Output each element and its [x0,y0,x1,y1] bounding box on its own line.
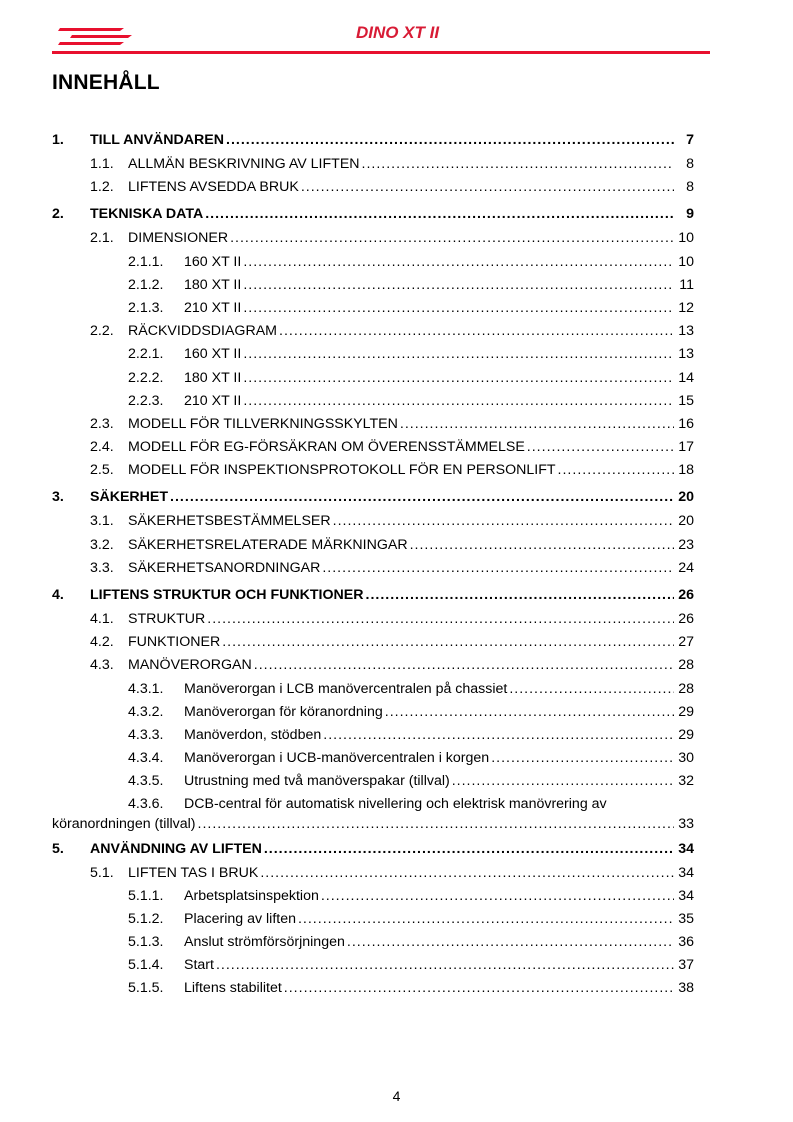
toc-entry-title: SÄKERHETSRELATERADE MÄRKNINGAR [128,536,408,553]
toc-entry-number: 5.1. [90,864,114,881]
toc-entry-title: Arbetsplatsinspektion [184,887,319,904]
toc-entry[interactable] [52,510,694,533]
toc-entry-page: 28 [678,680,694,697]
toc-entry-page: 18 [678,462,694,479]
toc-entry-number: 5.1.5. [128,980,164,997]
toc-entry-page: 20 [678,489,694,506]
toc-entry[interactable] [52,724,694,747]
toc-entry-number: 2.2.3. [128,392,164,409]
toc-dot-leader [279,320,674,343]
toc-entry-title: ALLMÄN BESKRIVNING AV LIFTEN [128,156,360,172]
toc-entry[interactable] [52,557,694,580]
toc-entry-number: 4. [52,587,64,603]
toc-entry[interactable] [52,654,694,677]
toc-entry-title: LIFTEN TAS I BRUK [128,864,259,881]
toc-entry-page: 26 [678,587,694,603]
toc-entry-title: MODELL FÖR INSPEKTIONSPROTOKOLL FÖR EN PERSONLIFT [128,462,556,479]
toc-dot-leader [509,678,674,701]
toc-entry[interactable] [52,954,694,977]
toc-dot-leader [491,747,674,770]
toc-entry[interactable] [52,201,694,227]
toc-entry-number: 2.2.1. [128,346,164,363]
toc-dot-leader [226,127,674,153]
toc-entry-number: 3.3. [90,559,114,576]
toc-entry-title: Manöverorgan i LCB manövercentralen på chassiet [184,680,508,697]
toc-entry-title: MODELL FÖR EG-FÖRSÄKRAN OM ÖVERENSSTÄMMELSE [128,439,525,456]
toc-entry[interactable] [52,534,694,557]
toc-dot-leader [321,885,674,908]
toc-entry-number: 1.2. [90,179,114,196]
toc-dot-leader [323,724,674,747]
toc-entry-page: 35 [678,910,694,927]
toc-entry[interactable] [52,176,694,199]
toc-entry-page: 30 [678,750,694,767]
toc-entry-page: 14 [678,369,694,386]
toc-entry-number: 2.3. [90,415,114,432]
toc-entry-title: MANÖVERORGAN [128,657,252,674]
toc-entry-number: 5.1.2. [128,910,164,927]
toc-entry-page: 34 [678,840,694,857]
toc-entry-page: 38 [678,980,694,997]
page-number: 4 [392,1088,401,1104]
toc-entry[interactable] [52,390,694,413]
toc-entry-page: 36 [678,934,694,951]
toc-entry-number: 4.3.6. [128,795,164,812]
toc-entry-title: LIFTENS STRUKTUR OCH FUNKTIONER [90,587,364,603]
toc-entry-page: 13 [678,346,694,363]
toc-dot-leader [207,608,674,631]
toc-entry-page: 28 [678,657,694,674]
toc-entry-number: 2.1.1. [128,253,164,270]
toc-entry-number: 5.1.1. [128,887,164,904]
toc-entry-number: 4.3. [90,657,114,674]
toc-entry[interactable] [52,908,694,931]
toc-entry-number: 2.1.3. [128,299,164,316]
toc-dot-leader [243,343,674,366]
toc-entry-page: 12 [678,299,694,316]
toc-entry-number: 2.4. [90,439,114,456]
header-rule [52,51,710,54]
toc-dot-leader [243,297,674,320]
toc-entry-page: 29 [678,703,694,720]
toc-entry[interactable] [52,274,694,297]
toc-entry-page: 10 [678,253,694,270]
toc-dot-leader [243,390,674,413]
toc-entry[interactable] [52,582,694,608]
toc-entry-page: 33 [678,815,694,832]
toc-entry[interactable] [52,836,694,862]
toc-entry-number: 3.1. [90,513,114,530]
toc-entry-page: 23 [678,536,694,553]
toc-dot-leader [333,510,674,533]
toc-entry-title: TILL ANVÄNDAREN [90,132,224,148]
toc-entry[interactable] [52,862,694,885]
toc-entry-number: 2.2. [90,323,114,340]
toc-entry-title: 160 XT II [184,253,242,270]
toc-dot-leader [284,977,674,1000]
toc-entry-title: 180 XT II [184,276,242,293]
toc-dot-leader [254,654,674,677]
toc-entry-title: DCB-central för automatisk nivellering och elektrisk manövrering av [184,795,607,812]
toc-dot-leader [527,436,674,459]
document-header-title: DINO XT II [355,23,440,42]
toc-entry-number: 5. [52,840,64,857]
triple-stripe-logo-icon [52,22,142,48]
toc-entry-number: 4.3.5. [128,773,164,790]
toc-dot-leader [243,251,674,274]
toc-entry-number: 2.2.2. [128,369,164,386]
toc-dot-leader [205,201,674,227]
toc-entry-number: 4.3.3. [128,726,164,743]
toc-dot-leader [347,931,674,954]
toc-entry-title: Anslut strömförsörjningen [184,934,345,951]
toc-entry-number: 3.2. [90,536,114,553]
toc-entry[interactable] [52,885,694,908]
toc-entry-title: 210 XT II [184,299,242,316]
toc-entry-title: SÄKERHETSBESTÄMMELSER [128,513,331,530]
toc-entry-number: 4.3.1. [128,680,164,697]
toc-entry-number: 1.1. [90,156,114,172]
toc-dot-leader [298,908,674,931]
toc-entry[interactable] [52,320,694,343]
toc-dot-leader [230,227,674,250]
toc-entry-title: SÄKERHETSANORDNINGAR [128,559,321,576]
toc-entry[interactable] [52,367,694,390]
toc-entry-page: 8 [686,156,694,172]
toc-entry-title: 160 XT II [184,346,242,363]
toc-entry-title: ANVÄNDNING AV LIFTEN [90,840,262,857]
toc-heading: INNEHÅLL [52,71,160,94]
toc-entry-page: 15 [678,392,694,409]
toc-entry[interactable] [52,251,694,274]
toc-dot-leader [243,367,674,390]
toc-entry-page: 20 [678,513,694,530]
toc-dot-leader [400,413,674,436]
toc-entry-title: 210 XT II [184,392,242,409]
toc-entry[interactable] [52,701,694,724]
toc-entry[interactable] [52,770,694,793]
toc-entry-page: 29 [678,726,694,743]
toc-entry-page: 7 [686,132,694,148]
toc-entry-title: DIMENSIONER [128,230,229,247]
toc-entry-title: Manöverorgan för köranordning [184,703,383,720]
toc-entry[interactable] [52,931,694,954]
toc-entry-title: Placering av liften [184,910,296,927]
toc-dot-leader [385,701,674,724]
toc-entry[interactable] [52,459,694,482]
toc-entry[interactable] [52,413,694,436]
toc-entry[interactable] [52,631,694,654]
toc-entry-number: 3. [52,489,64,506]
toc-entry-title: LIFTENS AVSEDDA BRUK [128,179,299,196]
toc-entry-title: RÄCKVIDDSDIAGRAM [128,323,277,340]
toc-dot-leader [452,770,674,793]
toc-entry[interactable] [52,153,694,176]
toc-entry-page: 34 [678,887,694,904]
toc-dot-leader [410,534,674,557]
toc-entry-number: 5.1.4. [128,957,164,974]
toc-entry[interactable] [52,678,694,701]
toc-entry-page: 10 [678,230,694,247]
toc-entry-page: 24 [678,559,694,576]
toc-dot-leader [558,459,674,482]
toc-entry[interactable] [52,484,694,510]
toc-entry-title: Start [184,957,214,974]
toc-dot-leader [260,862,674,885]
toc-entry[interactable] [52,977,694,1000]
toc-entry-page: 34 [678,864,694,881]
toc-entry[interactable] [52,227,694,250]
toc-entry-page: 8 [686,179,694,196]
toc-entry-title: MODELL FÖR TILLVERKNINGSSKYLTEN [128,415,398,432]
toc-entry[interactable] [52,794,694,834]
toc-dot-leader [216,954,674,977]
toc-entry-page: 13 [678,323,694,340]
toc-entry-number: 5.1.3. [128,934,164,951]
toc-entry-title-continued: köranordningen (tillval) [52,815,196,832]
toc-entry[interactable] [52,436,694,459]
toc-entry-title: FUNKTIONER [128,634,221,651]
toc-dot-leader [222,631,674,654]
toc-dot-leader [243,274,674,297]
toc-dot-leader [264,836,674,862]
toc-entry-page: 9 [686,206,694,223]
toc-entry[interactable] [52,747,694,770]
toc-entry-page: 27 [678,634,694,651]
toc-entry[interactable] [52,608,694,631]
toc-entry-number: 2. [52,206,64,223]
toc-dot-leader [362,153,674,176]
toc-dot-leader [366,582,675,608]
toc-entry-title: 180 XT II [184,369,242,386]
toc-entry-title: Utrustning med två manöverspakar (tillval) [184,773,450,790]
table-of-contents [52,125,694,1001]
toc-dot-leader [301,176,674,199]
toc-entry-title: Manöverdon, stödben [184,726,322,743]
toc-dot-leader [322,557,674,580]
toc-entry-title: STRUKTUR [128,611,206,627]
toc-entry-page: 26 [678,611,694,627]
toc-entry[interactable] [52,297,694,320]
toc-entry-title: Liftens stabilitet [184,980,282,997]
toc-entry-title: Manöverorgan i UCB-manövercentralen i korgen [184,750,490,767]
toc-entry-number: 2.5. [90,462,114,479]
toc-entry-page: 37 [678,957,694,974]
toc-entry-number: 4.3.2. [128,703,164,720]
toc-entry[interactable] [52,343,694,366]
toc-entry-page: 16 [678,415,694,432]
toc-entry-number: 4.3.4. [128,750,164,767]
toc-dot-leader [170,484,674,510]
toc-entry-page: 11 [679,276,694,293]
toc-entry-page: 32 [678,773,694,790]
toc-entry-number: 2.1. [90,230,114,247]
toc-entry-page: 17 [678,439,694,456]
toc-entry-title: SÄKERHET [90,489,169,506]
toc-entry-number: 1. [52,132,64,148]
toc-entry-number: 2.1.2. [128,276,164,293]
toc-entry-title: TEKNISKA DATA [90,206,204,223]
toc-entry-number: 4.1. [90,611,114,627]
toc-entry-number: 4.2. [90,634,114,651]
toc-entry[interactable] [52,127,694,153]
toc-dot-leader [198,815,674,833]
